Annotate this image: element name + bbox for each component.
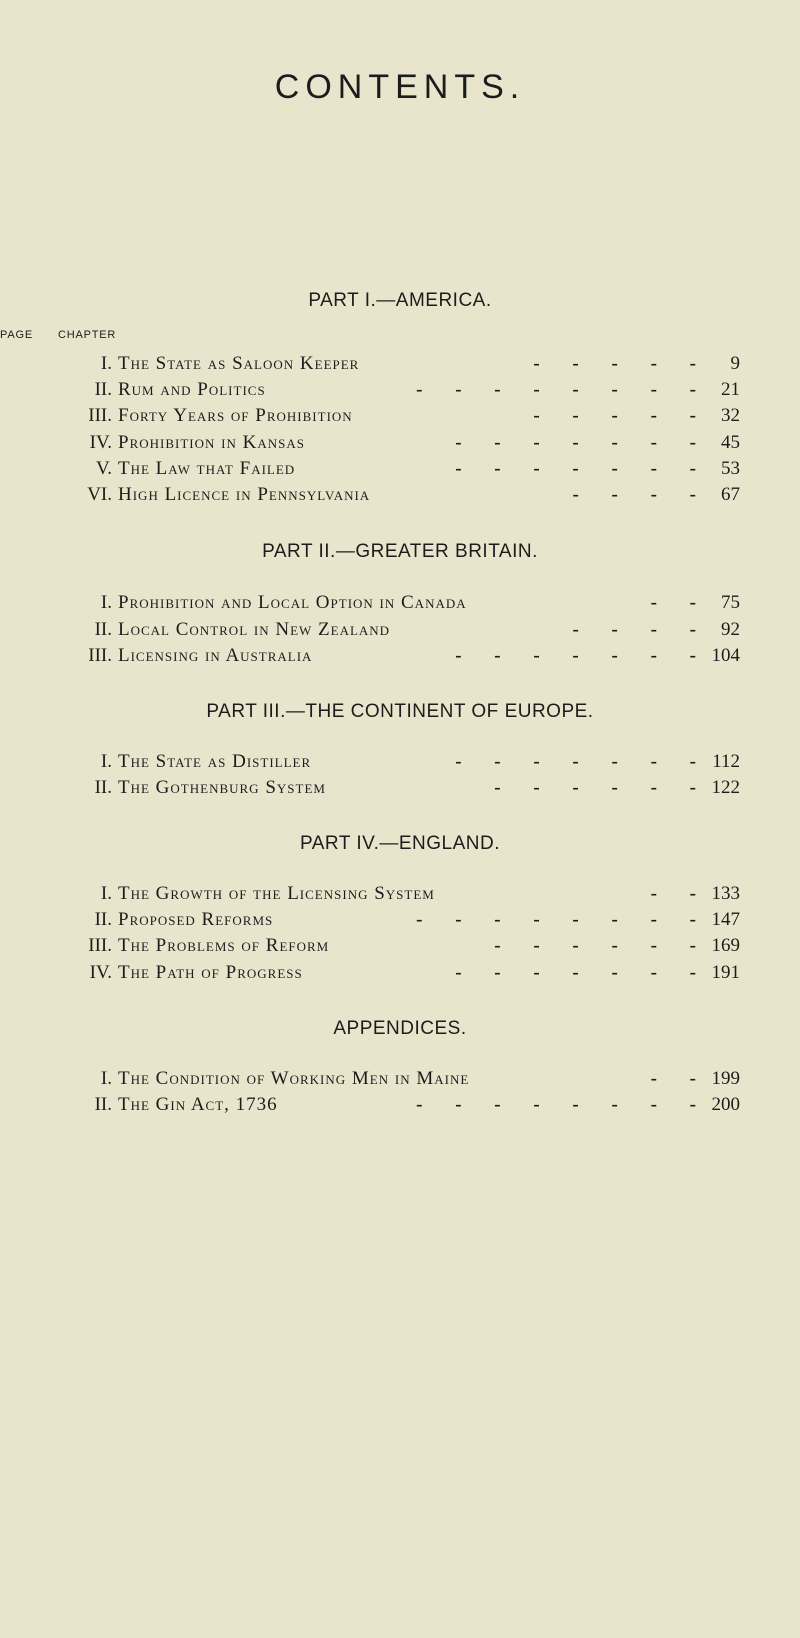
- dot-leader: - -: [650, 883, 710, 904]
- dot-leader: - - - - - - - -: [416, 379, 710, 400]
- chapter-title: Prohibition and Local Option in Canada: [118, 592, 467, 613]
- chapter-title: Rum and Politics: [118, 379, 266, 400]
- dot-leader: - - - - - - - -: [416, 1094, 710, 1115]
- page-number: 112: [712, 751, 740, 772]
- toc-entry: [0, 377, 800, 403]
- dot-leader: - - - - -: [533, 353, 710, 374]
- toc-entry: [0, 590, 800, 616]
- part-heading-3: PART III.—THE CONTINENT OF EUROPE.: [206, 701, 594, 722]
- chapter-number: I.: [100, 883, 112, 904]
- chapter-number: II.: [94, 777, 112, 798]
- page-number: 92: [721, 619, 740, 640]
- dot-leader: - - - - - - - -: [416, 909, 710, 930]
- appendices-heading: APPENDICES.: [333, 1018, 467, 1039]
- chapter-title: The Path of Progress: [118, 962, 303, 983]
- appendix-title: The Gin Act, 1736: [118, 1094, 278, 1115]
- chapter-title: The Gothenburg System: [118, 777, 326, 798]
- chapter-column-header: CHAPTER: [58, 329, 117, 341]
- chapter-number: VI.: [87, 484, 112, 505]
- toc-entry: [0, 907, 800, 933]
- page-number: 9: [730, 353, 740, 374]
- dot-leader: - - - - - - -: [455, 458, 710, 479]
- dot-leader: - - - - - -: [494, 935, 710, 956]
- part-heading-4: PART IV.—ENGLAND.: [300, 833, 500, 854]
- chapter-number: I.: [100, 353, 112, 374]
- chapter-title: Local Control in New Zealand: [118, 619, 391, 640]
- dot-leader: - -: [650, 1068, 710, 1089]
- dot-leader: - - - - - -: [494, 777, 710, 798]
- page-number: 199: [711, 1068, 740, 1089]
- chapter-title: The Law that Failed: [118, 458, 296, 479]
- dot-leader: - - - - - - -: [455, 962, 710, 983]
- chapter-title: Licensing in Australia: [118, 645, 313, 666]
- dot-leader: - - - - -: [533, 405, 710, 426]
- page-number: 75: [721, 592, 740, 613]
- chapter-title: The Problems of Reform: [118, 935, 330, 956]
- toc-entry: [0, 351, 800, 377]
- chapter-number: V.: [95, 458, 112, 479]
- toc-entry: [0, 881, 800, 907]
- part-heading-1: PART I.—AMERICA.: [308, 290, 492, 311]
- part-heading-2: PART II.—GREATER BRITAIN.: [262, 541, 538, 562]
- page-number: 191: [711, 962, 740, 983]
- page-number: 122: [711, 777, 740, 798]
- chapter-title: The State as Distiller: [118, 751, 312, 772]
- page-title: CONTENTS.: [274, 68, 526, 106]
- toc-entry: [0, 482, 800, 508]
- dot-leader: - - - - - - -: [455, 432, 710, 453]
- dot-leader: - - - - - - -: [455, 645, 710, 666]
- page-number: 53: [721, 458, 740, 479]
- toc-entry: [0, 430, 800, 456]
- chapter-number: III.: [88, 645, 112, 666]
- appendix-title: The Condition of Working Men in Maine: [118, 1068, 470, 1089]
- dot-leader: - - - -: [572, 484, 710, 505]
- chapter-title: Prohibition in Kansas: [118, 432, 305, 453]
- chapter-number: II.: [94, 379, 112, 400]
- chapter-number: IV.: [89, 962, 112, 983]
- toc-entry: [0, 456, 800, 482]
- toc-entry: [0, 1092, 800, 1118]
- chapter-title: The State as Saloon Keeper: [118, 353, 360, 374]
- chapter-number: I.: [100, 751, 112, 772]
- page-number: 147: [711, 909, 740, 930]
- page-number: 32: [721, 405, 740, 426]
- chapter-number: I.: [100, 592, 112, 613]
- page-number: 21: [721, 379, 740, 400]
- chapter-title: The Growth of the Licensing System: [118, 883, 435, 904]
- toc-entry: [0, 617, 800, 643]
- toc-entry: [0, 933, 800, 959]
- chapter-number: IV.: [89, 432, 112, 453]
- chapter-number: II.: [94, 619, 112, 640]
- page-number: 169: [711, 935, 740, 956]
- toc-entry: [0, 960, 800, 986]
- chapter-title: Proposed Reforms: [118, 909, 274, 930]
- dot-leader: - - - - - - -: [455, 751, 710, 772]
- toc-entry: [0, 1066, 800, 1092]
- page-number: 67: [721, 484, 740, 505]
- chapter-number: III.: [88, 405, 112, 426]
- page-number: 104: [711, 645, 740, 666]
- dot-leader: - - - -: [572, 619, 710, 640]
- chapter-title: High Licence in Pennsylvania: [118, 484, 371, 505]
- chapter-number: II.: [94, 909, 112, 930]
- chapter-title: Forty Years of Prohibition: [118, 405, 353, 426]
- page-column-header: PAGE: [0, 329, 33, 341]
- page-number: 200: [711, 1094, 740, 1115]
- dot-leader: - -: [650, 592, 710, 613]
- page-number: 133: [711, 883, 740, 904]
- appendix-number: I.: [100, 1068, 112, 1089]
- appendix-number: II.: [94, 1094, 112, 1115]
- toc-entry: [0, 775, 800, 801]
- toc-entry: [0, 403, 800, 429]
- toc-entry: [0, 749, 800, 775]
- chapter-number: III.: [88, 935, 112, 956]
- toc-entry: [0, 643, 800, 669]
- page-number: 45: [721, 432, 740, 453]
